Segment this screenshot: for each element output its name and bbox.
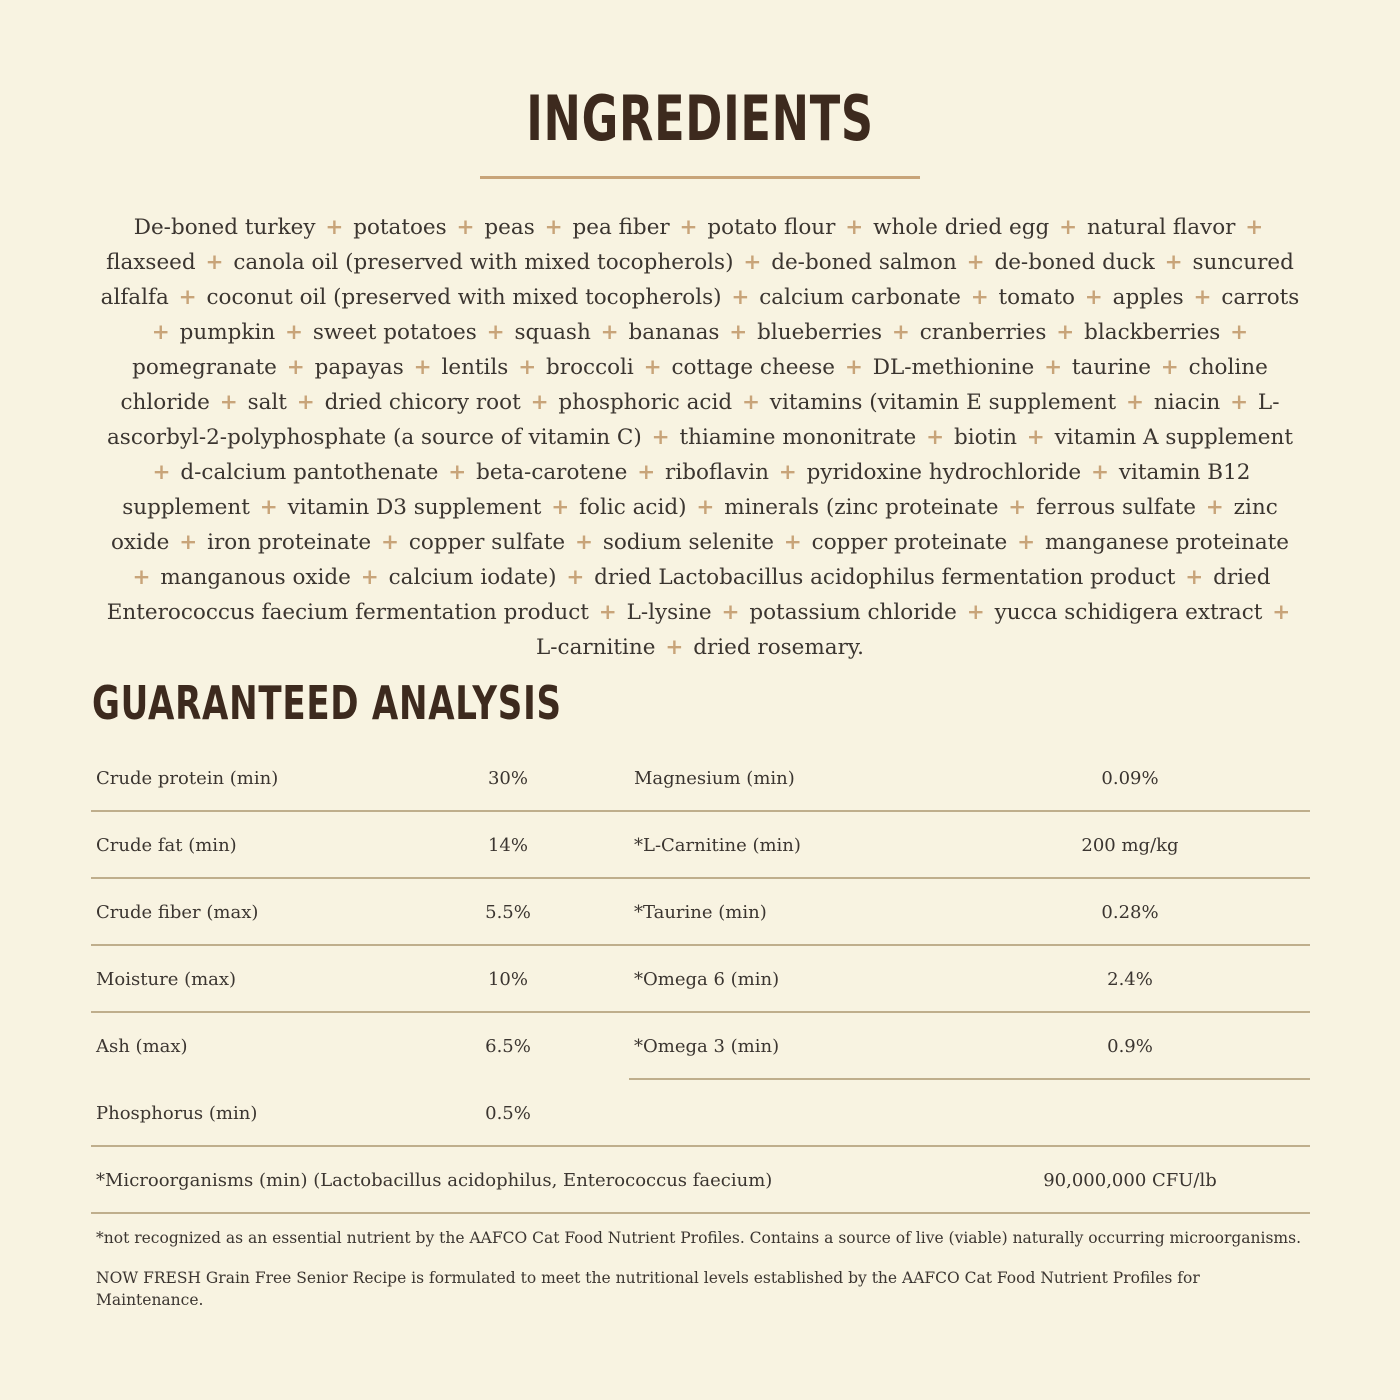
footnote: *not recognized as an essential nutrient by the AAFCO Cat Food Nutrient Profiles. Contains a source of live (viable) naturally occurring microorganisms. (96, 1229, 1301, 1247)
plus-separator-icon: + (1084, 285, 1103, 310)
plus-separator-icon: + (731, 285, 750, 310)
left-row-value: 0.5% (485, 1103, 531, 1124)
ingredient-item: manganous oxide (160, 565, 351, 590)
row-divider (91, 810, 1310, 812)
plus-separator-icon: + (1205, 495, 1224, 520)
ingredient-item: peas (484, 215, 535, 240)
ingredient-item: L-ascorbyl-2-polyphosphate (a source of vitamin C) (106, 390, 1280, 450)
ingredient-item: yucca schidigera extract (994, 600, 1263, 625)
ingredient-item: L-lysine (626, 600, 712, 625)
ingredient-item: broccoli (546, 355, 634, 380)
row-divider (91, 944, 1310, 946)
right-row-name: *Omega 3 (min) (634, 1036, 780, 1057)
plus-separator-icon: + (743, 250, 762, 275)
ingredient-item: sodium selenite (602, 530, 774, 555)
plus-separator-icon: + (179, 530, 198, 555)
left-row-value: 5.5% (485, 902, 531, 923)
plus-separator-icon: + (1017, 530, 1036, 555)
plus-separator-icon: + (966, 600, 985, 625)
plus-separator-icon: + (259, 495, 278, 520)
plus-separator-icon: + (598, 600, 617, 625)
plus-separator-icon: + (845, 215, 864, 240)
right-row-name: *L-Carnitine (min) (634, 835, 801, 856)
plus-separator-icon: + (132, 565, 151, 590)
ingredient-item: copper proteinate (811, 530, 1008, 555)
ingredient-item: taurine (1071, 355, 1151, 380)
ingredient-item: phosphoric acid (558, 390, 733, 415)
plus-separator-icon: + (729, 320, 748, 345)
plus-separator-icon: + (891, 320, 910, 345)
ingredient-item: dried rosemary. (693, 635, 865, 660)
plus-separator-icon: + (643, 355, 662, 380)
row-divider (91, 1145, 1310, 1147)
row-divider (91, 877, 1310, 879)
aafco-statement: NOW FRESH Grain Free Senior Recipe is formulated to meet the nutritional levels established by the AAFCO Cat Food Nutrient Profiles for Maintenance. (96, 1269, 1200, 1309)
plus-separator-icon: + (1230, 390, 1249, 415)
left-row-name: Phosphorus (min) (96, 1103, 258, 1124)
plus-separator-icon: + (1160, 355, 1179, 380)
ingredient-item: d-calcium pantothenate (180, 460, 439, 485)
ingredient-item: dried Enterococcus faecium fermentation product (106, 565, 1271, 625)
plus-separator-icon: + (574, 530, 593, 555)
microorganisms-value: 90,000,000 CFU/lb (1043, 1170, 1217, 1191)
right-row-value: 0.9% (1107, 1036, 1153, 1057)
plus-separator-icon: + (1056, 320, 1075, 345)
plus-separator-icon: + (296, 390, 315, 415)
left-row-value: 30% (487, 768, 528, 789)
ingredient-item: L-carnitine (535, 635, 656, 660)
ingredient-item: carrots (1221, 285, 1300, 310)
plus-separator-icon: + (651, 425, 670, 450)
ingredient-item: copper sulfate (408, 530, 566, 555)
right-row-value: 2.4% (1107, 969, 1153, 990)
ingredient-item: calcium iodate) (388, 565, 557, 590)
plus-separator-icon: + (178, 285, 197, 310)
ingredient-item: de-boned duck (994, 250, 1155, 275)
plus-separator-icon: + (1026, 425, 1045, 450)
plus-separator-icon: + (1044, 355, 1063, 380)
ingredient-item: apples (1112, 285, 1184, 310)
plus-separator-icon: + (679, 215, 698, 240)
left-row-value: 10% (487, 969, 528, 990)
plus-separator-icon: + (456, 215, 475, 240)
ingredient-item: coconut oil (preserved with mixed tocopherols) (206, 285, 722, 310)
ingredient-item: manganese proteinate (1044, 530, 1290, 555)
plus-separator-icon: + (530, 390, 549, 415)
ingredient-item: calcium carbonate (759, 285, 961, 310)
plus-separator-icon: + (152, 460, 171, 485)
ingredient-item: zinc oxide (110, 495, 1278, 555)
ingredient-item: blueberries (757, 320, 883, 345)
ingredient-item: folic acid) (579, 495, 687, 520)
plus-separator-icon: + (1059, 215, 1078, 240)
title-divider (480, 176, 920, 179)
ingredient-item: tomato (998, 285, 1075, 310)
ingredients-list (96, 210, 1304, 665)
plus-separator-icon: + (381, 530, 400, 555)
row-divider (91, 1212, 1310, 1214)
plus-separator-icon: + (1193, 285, 1212, 310)
ingredient-item: sweet potatoes (312, 320, 477, 345)
right-row-value: 0.09% (1101, 768, 1159, 789)
plus-separator-icon: + (551, 495, 570, 520)
ingredient-item: beta-carotene (476, 460, 628, 485)
plus-separator-icon: + (926, 425, 945, 450)
ingredient-item: salt (247, 390, 287, 415)
ingredient-item: de-boned salmon (771, 250, 957, 275)
plus-separator-icon: + (1245, 215, 1264, 240)
plus-separator-icon: + (844, 355, 863, 380)
plus-separator-icon: + (360, 565, 379, 590)
ingredient-item: vitamin B12 supplement (122, 460, 1251, 520)
right-row-value: 0.28% (1101, 902, 1159, 923)
ingredient-item: ferrous sulfate (1036, 495, 1196, 520)
row-divider (629, 1078, 1310, 1080)
ingredient-item: flaxseed (106, 250, 196, 275)
plus-separator-icon: + (721, 600, 740, 625)
ingredient-item: DL-methionine (872, 355, 1035, 380)
plus-separator-icon: + (566, 565, 585, 590)
plus-separator-icon: + (778, 460, 797, 485)
plus-separator-icon: + (151, 320, 170, 345)
plus-separator-icon: + (741, 390, 760, 415)
ingredient-item: choline chloride (120, 355, 1268, 415)
plus-separator-icon: + (325, 215, 344, 240)
plus-separator-icon: + (600, 320, 619, 345)
ingredient-item: vitamin A supplement (1054, 425, 1294, 450)
microorganisms-name: *Microorganisms (min) (Lactobacillus acidophilus, Enterococcus faecium) (96, 1170, 773, 1191)
right-row-name: *Omega 6 (min) (634, 969, 780, 990)
ingredient-item: riboflavin (665, 460, 769, 485)
plus-separator-icon: + (1185, 565, 1204, 590)
plus-separator-icon: + (1230, 320, 1249, 345)
left-row-name: Crude fat (min) (96, 835, 237, 856)
ingredient-item: pea fiber (572, 215, 670, 240)
ingredient-item: cranberries (919, 320, 1047, 345)
ingredient-item: vitamins (vitamin E supplement (769, 390, 1117, 415)
plus-separator-icon: + (783, 530, 802, 555)
plus-separator-icon: + (448, 460, 467, 485)
ingredient-item: vitamin D3 supplement (287, 495, 542, 520)
plus-separator-icon: + (413, 355, 432, 380)
ingredient-item: lentils (441, 355, 509, 380)
ingredient-item: potatoes (353, 215, 447, 240)
ingredient-item: blackberries (1084, 320, 1221, 345)
ingredient-item: bananas (628, 320, 720, 345)
ingredient-item: De-boned turkey (133, 215, 316, 240)
ingredient-item: potato flour (707, 215, 836, 240)
plus-separator-icon: + (637, 460, 656, 485)
ingredient-item: squash (514, 320, 591, 345)
analysis-title: GUARANTEED ANALYSIS (92, 676, 562, 730)
plus-separator-icon: + (286, 355, 305, 380)
left-row-name: Ash (max) (96, 1036, 188, 1057)
plus-separator-icon: + (205, 250, 224, 275)
plus-separator-icon: + (1091, 460, 1110, 485)
right-row-name: Magnesium (min) (634, 768, 795, 789)
ingredient-item: thiamine mononitrate (679, 425, 917, 450)
ingredient-item: potassium chloride (749, 600, 957, 625)
plus-separator-icon: + (544, 215, 563, 240)
left-row-value: 14% (487, 835, 528, 856)
ingredient-item: canola oil (preserved with mixed tocopherols) (233, 250, 734, 275)
right-row-name: *Taurine (min) (634, 902, 767, 923)
ingredient-item: biotin (953, 425, 1017, 450)
left-row-value: 6.5% (485, 1036, 531, 1057)
ingredient-item: pyridoxine hydrochloride (806, 460, 1082, 485)
plus-separator-icon: + (1126, 390, 1145, 415)
plus-separator-icon: + (486, 320, 505, 345)
ingredient-item: pomegranate (132, 355, 277, 380)
ingredient-item: dried Lactobacillus acidophilus fermentation product (594, 565, 1176, 590)
ingredient-item: suncured alfalfa (100, 250, 1294, 310)
plus-separator-icon: + (285, 320, 304, 345)
plus-separator-icon: + (219, 390, 238, 415)
ingredient-item: dried chicory root (324, 390, 521, 415)
plus-separator-icon: + (518, 355, 537, 380)
ingredient-item: pumpkin (179, 320, 276, 345)
ingredient-item: papayas (314, 355, 404, 380)
left-row-name: Crude protein (min) (96, 768, 279, 789)
right-row-value: 200 mg/kg (1081, 835, 1179, 856)
plus-separator-icon: + (1008, 495, 1027, 520)
ingredient-item: cottage cheese (671, 355, 836, 380)
ingredient-item: iron proteinate (207, 530, 372, 555)
plus-separator-icon: + (696, 495, 715, 520)
plus-separator-icon: + (966, 250, 985, 275)
plus-separator-icon: + (1164, 250, 1183, 275)
ingredients-title: INGREDIENTS (526, 82, 874, 155)
ingredient-item: natural flavor (1086, 215, 1236, 240)
ingredient-item: minerals (zinc proteinate (724, 495, 999, 520)
ingredient-item: whole dried egg (873, 215, 1050, 240)
row-divider (91, 1011, 1310, 1013)
plus-separator-icon: + (665, 635, 684, 660)
left-row-name: Moisture (max) (96, 969, 237, 990)
ingredient-item: niacin (1153, 390, 1221, 415)
left-row-name: Crude fiber (max) (96, 902, 259, 923)
plus-separator-icon: + (970, 285, 989, 310)
plus-separator-icon: + (1272, 600, 1291, 625)
